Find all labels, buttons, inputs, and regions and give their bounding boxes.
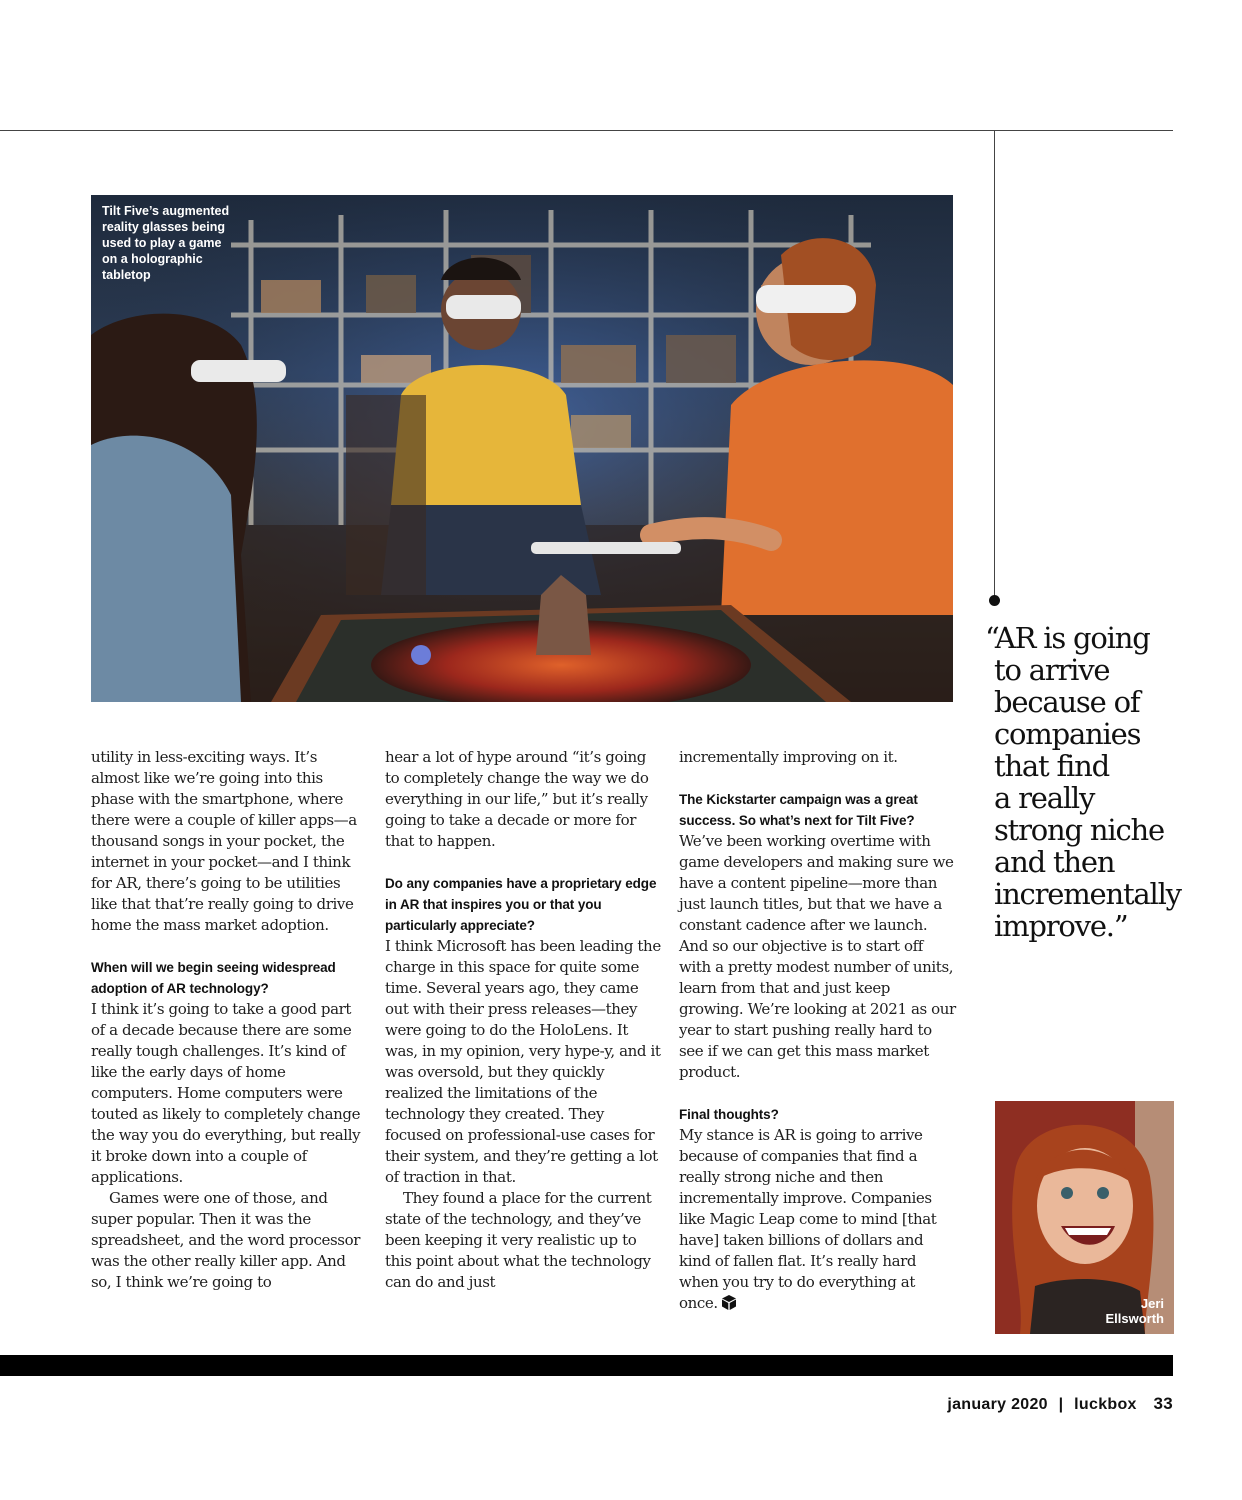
pull-quote-line: strong niche [994,813,1164,847]
pull-quote-rule [994,130,995,600]
pull-quote-line: that find [994,749,1109,783]
portrait-photo [995,1101,1174,1334]
bottom-bar [0,1355,1173,1376]
page-number: 33 [1153,1394,1173,1413]
interview-question: When will we begin seeing widespread adoption of AR technology? [91,960,336,996]
magazine-name: luckbox [1074,1396,1137,1413]
pull-quote-line: improve.” [994,909,1128,943]
article-column-3 [679,747,957,1316]
body-paragraph: I think Microsoft has been leading the charge in this space for quite some time. Several years ago, they came out with their press releases—they were going to do the HoloLens. It was, in my opinion, very hype-y, and it was oversold, but they quickly realized the limitations of the technology they created. They focused on professional-use cases for their system, and they’re getting a lot of traction in that. [385,937,661,1186]
hero-photo [91,195,953,702]
pull-quote-line: incrementally [994,877,1181,911]
pull-quote-line: “AR is going [985,621,1150,655]
page-footer [947,1394,1173,1414]
body-paragraph [679,1125,957,1316]
body-paragraph: We’ve been working overtime with game developers and making sure we have a content pipeline—more than just launch titles, but that we have a constant cadence after we launch. And so our objective is to start off with a pretty modest number of units, learn from that and just keep growing. We’re looking at 2021 as our year to start pushing really hard to see if we can get this mass market product. [679,832,956,1081]
photo-caption: Tilt Five’s augmented reality glasses being used to play a game on a holographic tabletop [102,204,230,282]
pull-quote-line: a really [994,781,1095,815]
article-column-2 [385,747,663,1293]
interview-question: Final thoughts? [679,1107,779,1122]
body-paragraph: I think it’s going to take a good part of a decade because there are some really tough challenges. It’s kind of like the early days of home computers. Home computers were touted as likely to completely change the way you do everything, but really it broke down into a couple of applications. [91,1000,361,1186]
issue-date: january 2020 [947,1396,1048,1413]
body-paragraph: incrementally improving on it. [679,748,898,766]
footer-separator: | [1058,1396,1064,1413]
body-paragraph: hear a lot of hype around “it’s going to completely change the way we do everything in our life,” but it’s really going to take a decade or more for that to happen. [385,748,649,850]
article-column-1 [91,747,369,1293]
pull-quote-line: and then [994,845,1115,879]
pull-quote-line: companies [994,717,1141,751]
pull-quote-line: because of [994,685,1140,719]
cube-icon [722,1295,736,1316]
portrait-caption-last: Ellsworth [1105,1311,1164,1326]
interview-question: The Kickstarter campaign was a great success. So what’s next for Tilt Five? [679,792,918,828]
interview-question: Do any companies have a proprietary edge in AR that inspires you or that you particularly appreciate? [385,876,657,933]
pull-quote-dot [989,595,1000,606]
body-paragraph: They found a place for the current state of the technology, and they’ve been keeping it very realistic up to this point about what the technology can do and just [385,1189,652,1291]
pull-quote [985,622,1185,942]
portrait-caption [1105,1296,1164,1326]
top-rule [0,130,1173,131]
portrait-caption-first: Jeri [1140,1296,1164,1311]
closing-paragraph-text: My stance is AR is going to arrive because of companies that find a really strong niche and then incrementally improve. Companies like Magic Leap come to mind [that have] taken billions of dollars and kind of fallen flat. It’s really hard when you try to do everything at once. [679,1126,937,1312]
body-paragraph: Games were one of those, and super popular. Then it was the spreadsheet, and the word processor was the other really killer app. And so, I think we’re going to [91,1189,360,1291]
pull-quote-line: to arrive [994,653,1110,687]
body-paragraph: utility in less-exciting ways. It’s almost like we’re going into this phase with the smartphone, where there were a couple of killer apps—a thousand songs in your pocket, the internet in your pocket—and I think for AR, there’s going to be utilities like that that’re really going to drive home the mass market adoption. [91,748,357,934]
